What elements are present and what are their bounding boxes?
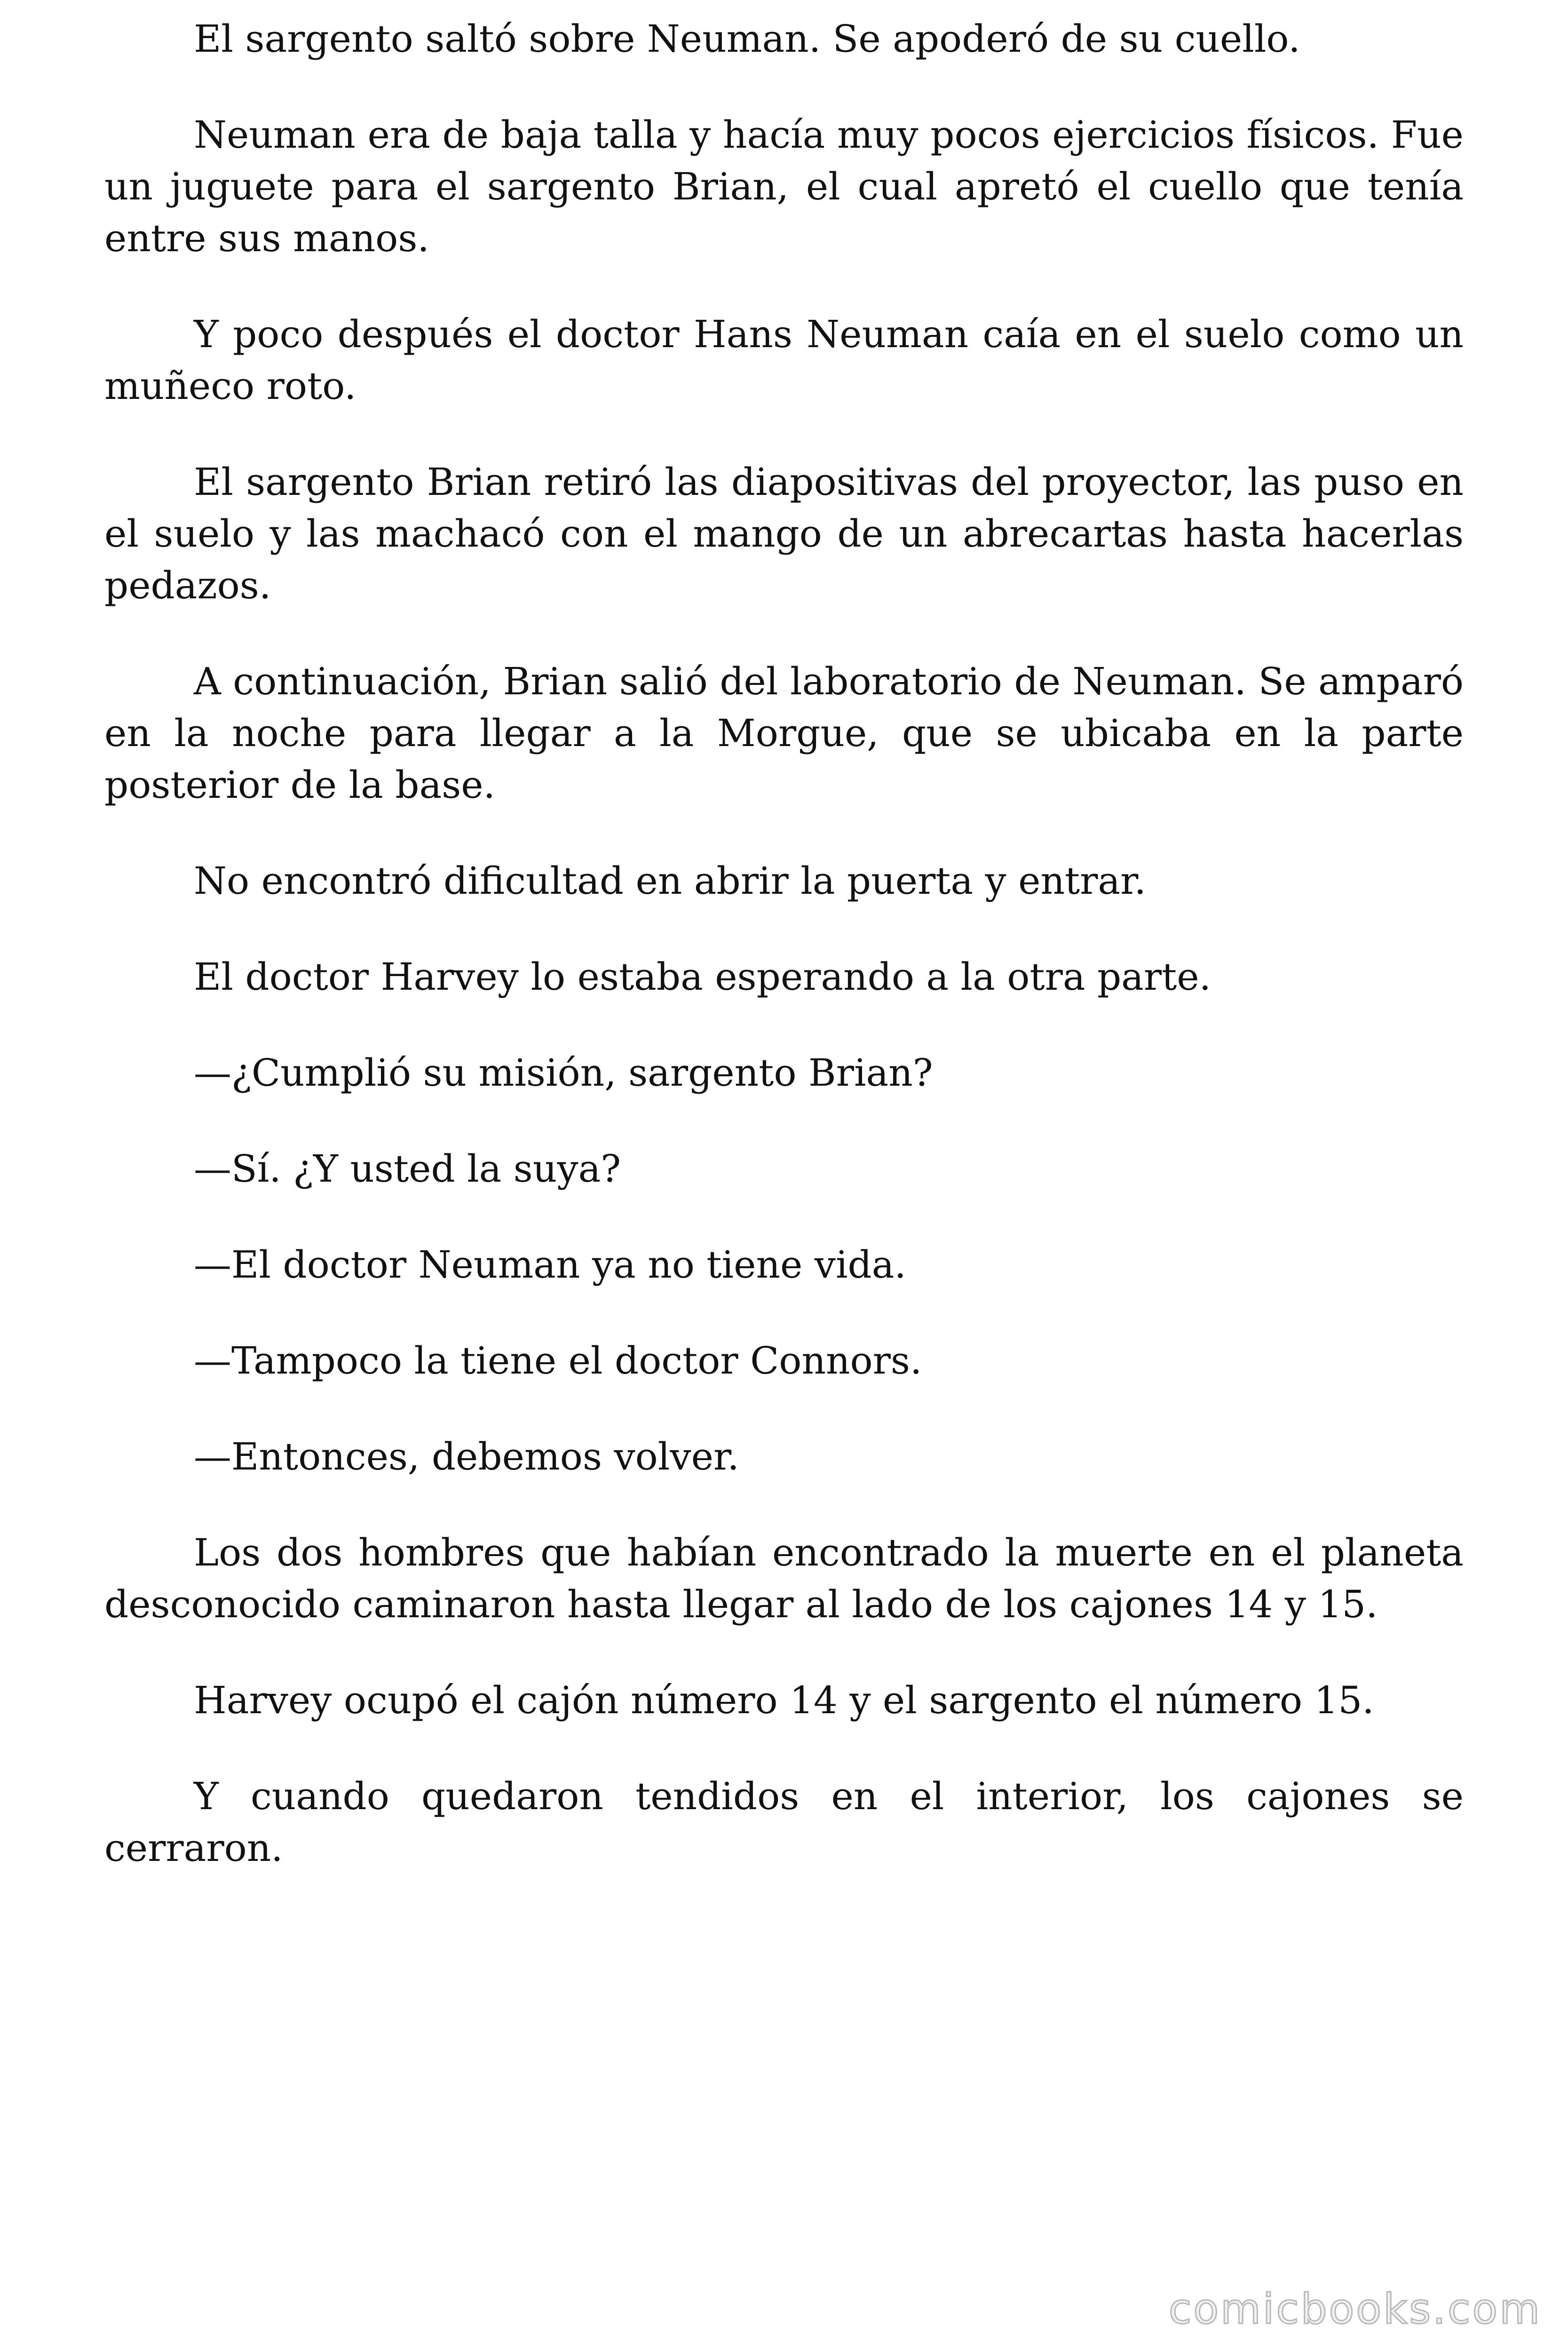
paragraph-14: Harvey ocupó el cajón número 14 y el sargento el número 15. [194, 1678, 1374, 1722]
paragraph-5: A continuación, Brian salió del laboratorio de Neuman. Se amparó en la noche para llegar a la Morgue, que se ubicaba en la parte posterior de la base. [104, 660, 1464, 807]
text-body [104, 13, 1464, 1918]
paragraph-1: El sargento saltó sobre Neuman. Se apoderó de su cuello. [194, 17, 1300, 61]
paragraph-15: Y cuando quedaron tendidos en el interior, los cajones se cerraron. [104, 1774, 1464, 1870]
paragraph-6: No encontró dificultad en abrir la puerta y entrar. [194, 859, 1146, 903]
paragraph-4: El sargento Brian retiró las diapositivas del proyector, las puso en el suelo y las machacó con el mango de un abrecartas hasta hacerlas pedazos. [104, 460, 1464, 607]
paragraph-10: —El doctor Neuman ya no tiene vida. [194, 1243, 906, 1287]
paragraph-2: Neuman era de baja talla y hacía muy pocos ejercicios físicos. Fue un juguete para el sargento Brian, el cual apretó el cuello que tenía entre sus manos. [104, 113, 1464, 260]
paragraph-11: —Tampoco la tiene el doctor Connors. [194, 1339, 922, 1383]
paragraph-13: Los dos hombres que habían encontrado la muerte en el planeta desconocido caminaron hasta llegar al lado de los cajones 14 y 15. [104, 1531, 1464, 1626]
paragraph-3: Y poco después el doctor Hans Neuman caía en el suelo como un muñeco roto. [104, 312, 1464, 408]
paragraph-12: —Entonces, debemos volver. [194, 1435, 739, 1478]
paragraph-9: —Sí. ¿Y usted la suya? [194, 1147, 621, 1191]
paragraph-8: —¿Cumplió su misión, sargento Brian? [194, 1051, 933, 1095]
watermark-logo: comicbooks.com [1168, 2285, 1542, 2333]
paragraph-7: El doctor Harvey lo estaba esperando a la otra parte. [194, 955, 1212, 999]
